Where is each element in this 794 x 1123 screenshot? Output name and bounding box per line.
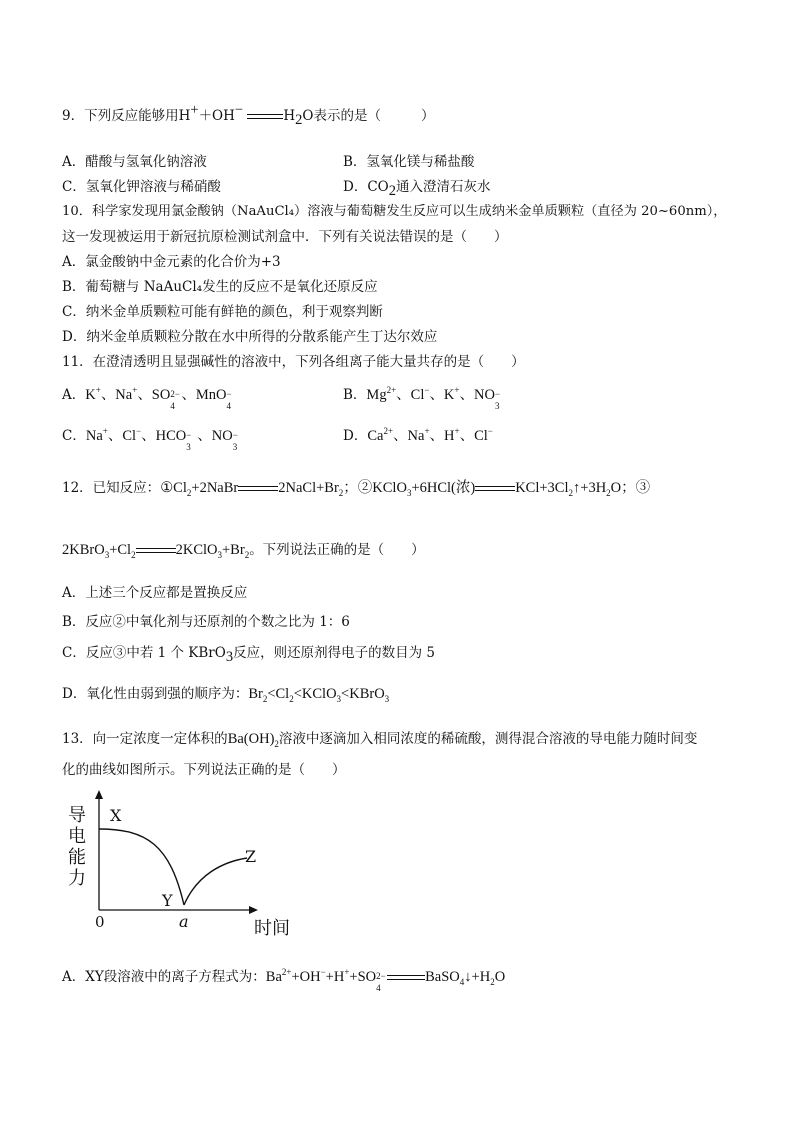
- x-axis-arrow: [249, 906, 258, 914]
- q10-option-b: B．葡萄糖与 NaAuCl₄发生的反应不是氧化还原反应: [62, 279, 378, 295]
- point-y-label: Y: [162, 891, 173, 910]
- equal-sign: [247, 112, 283, 122]
- q10-stem-line2: 这一发现被运用于新冠抗原检测试剂盒中．下列有关说法错误的是（ ）: [62, 229, 508, 245]
- q11-stem: 11．在澄清透明且显强碱性的溶液中，下列各组离子能大量共存的是（ ）: [62, 354, 525, 370]
- origin-label: 0: [95, 913, 105, 931]
- q13-stem-line2: 化的曲线如图所示。下列说法正确的是（ ）: [62, 762, 346, 778]
- q10-stem-line1: 10．科学家发现用氯金酸钠（NaAuCl₄）溶液与葡萄糖发生反应可以生成纳米金单质颗粒（直径为 20~60nm），: [62, 204, 727, 219]
- q11-option-c: C．Na+、Cl−、HCO − 3 、NO − 3: [62, 426, 238, 452]
- q9-option-b: B．氢氧化镁与稀盐酸: [343, 154, 475, 170]
- point-x-label: X: [110, 806, 122, 825]
- q13-stem-line1: 13．向一定浓度一定体积的$Ba(OH)_2$溶液中逐滴加入相同浓度的稀硫酸，测得混合溶液的导电能力随时间变: [62, 731, 698, 749]
- q11-option-a: A．K+、Na+、SO 2− 4 、MnO − 4: [62, 385, 232, 411]
- q12-option-a: A．上述三个反应都是置换反应: [62, 585, 248, 601]
- ylabel-char-4: 力: [68, 868, 86, 889]
- q10-option-c: C．纳米金单质颗粒可能有鲜艳的颜色，利于观察判断: [62, 304, 383, 320]
- xlabel: 时间: [254, 918, 290, 939]
- q9-stem: 9．下列反应能够用H+＋OH− $H_2O$表示的是（ ）: [62, 102, 435, 128]
- curve-yz: [184, 858, 247, 905]
- q12-option-c: C．反应③中若 1 个 KBrO$_3$反应，则还原剂得电子的数目为 5: [62, 645, 435, 665]
- q11-option-b: B．$Mg^{2+}$、Cl−、K+、NO − 3: [343, 385, 501, 411]
- q12-stem-line2: $2KBrO_3+Cl_2$ $2KClO_3+Br_2$。下列说法正确的是（ ）: [62, 542, 425, 560]
- y-axis-arrow: [95, 790, 103, 799]
- q13-option-a: A．XY段溶液中的离子方程式为：$Ba^{2+}+OH^-+H^++SO$ 2− 4 $BaSO_4↓+H_2O$: [62, 967, 506, 993]
- conductivity-graph: [62, 790, 302, 940]
- ylabel-char-1: 导: [68, 805, 86, 826]
- ylabel-char-2: 电: [68, 826, 86, 847]
- q9-option-c: C．氢氧化钾溶液与稀硝酸: [62, 179, 221, 195]
- ylabel-char-3: 能: [68, 847, 86, 868]
- q9-option-a: A．醋酸与氢氧化钠溶液: [62, 154, 207, 170]
- q9-option-d: D．$CO_2$通入澄清石灰水: [343, 179, 491, 199]
- q11-option-d: D．$Ca^{2+}$、Na+、H+、Cl−: [343, 426, 493, 444]
- q10-option-a: A．氯金酸钠中金元素的化合价为+3: [62, 254, 281, 270]
- q12-option-b: B．反应②中氧化剂与还原剂的个数之比为 1：6: [62, 614, 350, 630]
- q12-option-d: D．氧化性由弱到强的顺序为：$Br_2<Cl_2<KClO_3<KBrO_3$: [62, 686, 390, 704]
- point-a-label: a: [179, 912, 189, 931]
- q12-stem-line1: 12．已知反应：$①Cl_2+2NaBr$ $2NaCl+Br_2$；②KClO$_3$+6HCl(浓) $KCl+3Cl_2↑+3H_2O$；③: [62, 480, 651, 498]
- q10-option-d: D．纳米金单质颗粒分散在水中所得的分散系能产生丁达尔效应: [62, 329, 438, 345]
- point-z-label: Z: [245, 847, 257, 866]
